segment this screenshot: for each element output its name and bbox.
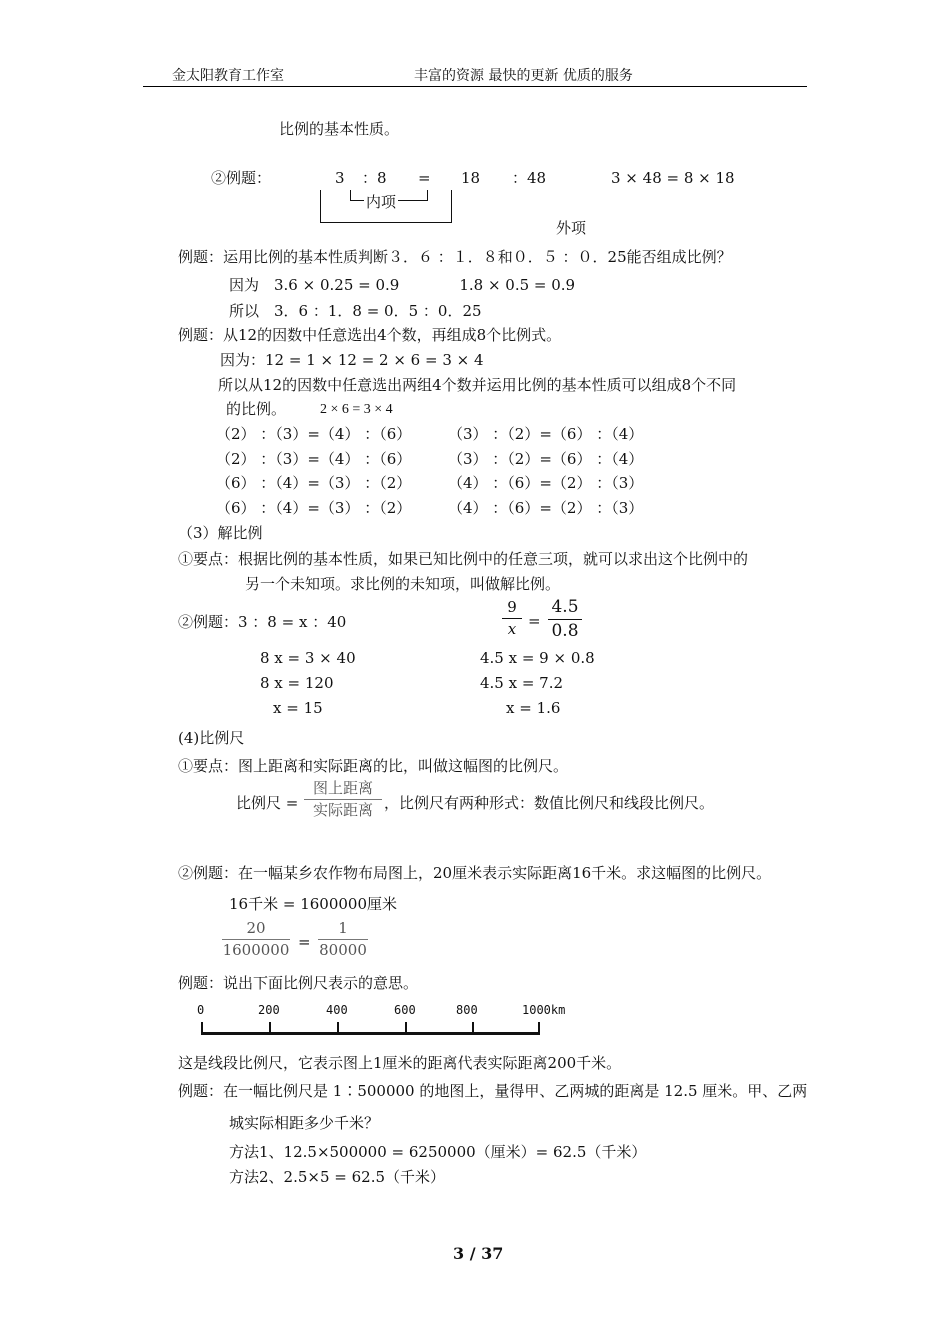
example2-so: 所以 3．6 ：1．8 = 0．5 ：0．25 [229,302,482,320]
outer-bracket [320,190,452,223]
fraction-bar [502,618,522,619]
left-step-3: x = 15 [273,699,323,717]
intro-text: 比例的基本性质。 [279,120,400,138]
fraction-denominator: 80000 [319,941,367,959]
section3-example-label: ②例题：3 ：8 = x ：40 [178,613,347,631]
section4-example3-line2: 城实际相距多少千米？ [229,1114,380,1132]
ruler-tick [472,1022,474,1034]
section4-example: ②例题：在一幅某乡农作物布局图上，20厘米表示实际距离16千米。求这幅图的比例尺。 [178,864,772,882]
left-step-2: 8 x = 120 [260,674,334,692]
section4-example2: 例题：说出下面比例尺表示的意思。 [178,974,419,992]
term-8: ：8 [362,169,387,187]
term-48: ：48 [512,169,547,187]
fraction-bar [222,939,290,940]
equals-sign: = [418,169,431,187]
ruler-tick [405,1022,407,1034]
example3-so-line2: 的比例。 [226,400,287,418]
ruler-meaning: 这是线段比例尺，它表示图上1厘米的距离代表实际距离200千米。 [178,1054,622,1072]
section4-example3-line1: 例题：在一幅比例尺是 1∶500000 的地图上，量得甲、乙两城的距离是 12.5 厘米。甲、乙两 [178,1082,808,1100]
fraction-4.5-over-0.8 [548,599,582,640]
fraction-denominator: x [507,620,517,638]
left-step-1: 8 x = 3 × 40 [260,649,356,667]
fraction-bar [318,939,368,940]
example3-question: 例题：从12的因数中任意选出4个数，再组成8个比例式。 [178,326,562,344]
section3-title: （3）解比例 [178,524,263,542]
proportion-row-4-left: （6） ：（4）=（3） ：（2） [216,499,412,517]
right-step-1: 4.5 x = 9 × 0.8 [480,649,595,667]
example3-because: 因为：12 = 1 × 12 = 2 × 6 = 3 × 4 [220,351,484,369]
header-divider [143,86,807,87]
fraction-denominator: 实际距离 [312,801,373,819]
fraction-bar [548,619,582,620]
inner-terms-label: 内项 [366,193,397,211]
header-left: 金太阳教育工作室 [172,68,284,84]
fraction-numerator: 9 [507,598,517,616]
fraction-1-over-80000 [318,921,368,958]
method-1: 方法1、12.5×500000 = 6250000（厘米）= 62.5（千米） [229,1143,647,1161]
proportion-row-3-left: （6） ：（4）=（3） ：（2） [216,474,412,492]
fraction-20-over-1600000 [222,921,290,958]
ruler-label-200: 200 [258,1003,280,1017]
fraction-equals: = [528,612,541,630]
term-3: 3 [335,169,345,187]
term-18: 18 [461,169,481,187]
ruler-label-600: 600 [394,1003,416,1017]
section3-key-line2: 另一个未知项。求比例的未知项，叫做解比例。 [245,575,561,593]
fraction-denominator: 1600000 [222,941,290,959]
fraction-numerator: 图上距离 [312,779,373,797]
ruler-tick [538,1022,540,1034]
ruler-baseline [201,1032,540,1035]
example3-so-expr: 2 × 6 = 3 × 4 [320,402,393,417]
fraction-numerator: 20 [246,919,266,937]
proportion-row-1-left: （2） ：（3）=（4） ：（6） [216,425,412,443]
proportion-row-2-right: （3） ：（2）=（6） ：（4） [448,450,644,468]
fraction-denominator: 0.8 [551,621,579,641]
scale-formula-fraction [304,781,382,818]
scale-formula-tail: ，比例尺有两种形式：数值比例尺和线段比例尺。 [384,794,715,812]
ruler-label-1000km: 1000km [522,1003,566,1017]
right-step-3: x = 1.6 [506,699,561,717]
method-2: 方法2、2.5×5 = 62.5（千米） [229,1168,446,1186]
page-number: 3 / 37 [453,1244,504,1263]
fraction-equals-2: = [298,933,311,951]
product-equation: 3 × 48 = 8 × 18 [611,169,735,187]
fraction-numerator: 1 [338,919,348,937]
example2-because: 因为 3.6 × 0.25 = 0.9 1.8 × 0.5 = 0.9 [229,276,576,294]
fraction-numerator: 4.5 [551,597,579,617]
ruler-tick [269,1022,271,1034]
section4-key: ①要点：图上距离和实际距离的比，叫做这幅图的比例尺。 [178,757,569,775]
ruler-tick [337,1022,339,1034]
scale-formula-label: 比例尺 = [236,794,299,812]
ruler-label-400: 400 [326,1003,348,1017]
example2-question: 例题：运用比例的基本性质判断３．６ ：１．８和０．５ ：０．25能否组成比例？ [178,248,732,266]
example3-so-line1: 所以从12的因数中任意选出两组4个数并运用比例的基本性质可以组成8个不同 [218,376,737,394]
proportion-row-1-right: （3） ：（2）=（6） ：（4） [448,425,644,443]
section4-title: (4)比例尺 [178,729,245,747]
unit-conversion: 16千米 = 1600000厘米 [229,895,397,913]
ruler-label-800: 800 [456,1003,478,1017]
fraction-9-over-x [502,600,522,637]
outer-terms-label: 外项 [556,219,587,237]
section3-key-line1: ①要点：根据比例的基本性质，如果已知比例中的任意三项，就可以求出这个比例中的 [178,550,749,568]
fraction-bar [304,799,382,800]
ruler-tick [201,1022,203,1034]
proportion-row-2-left: （2） ：（3）=（4） ：（6） [216,450,412,468]
proportion-row-3-right: （4） ：（6）=（2） ：（3） [448,474,644,492]
right-step-2: 4.5 x = 7.2 [480,674,564,692]
header-right: 丰富的资源 最快的更新 优质的服务 [414,68,633,84]
example1-label: ②例题： [211,169,272,187]
proportion-row-4-right: （4） ：（6）=（2） ：（3） [448,499,644,517]
ruler-label-0: 0 [197,1003,205,1017]
